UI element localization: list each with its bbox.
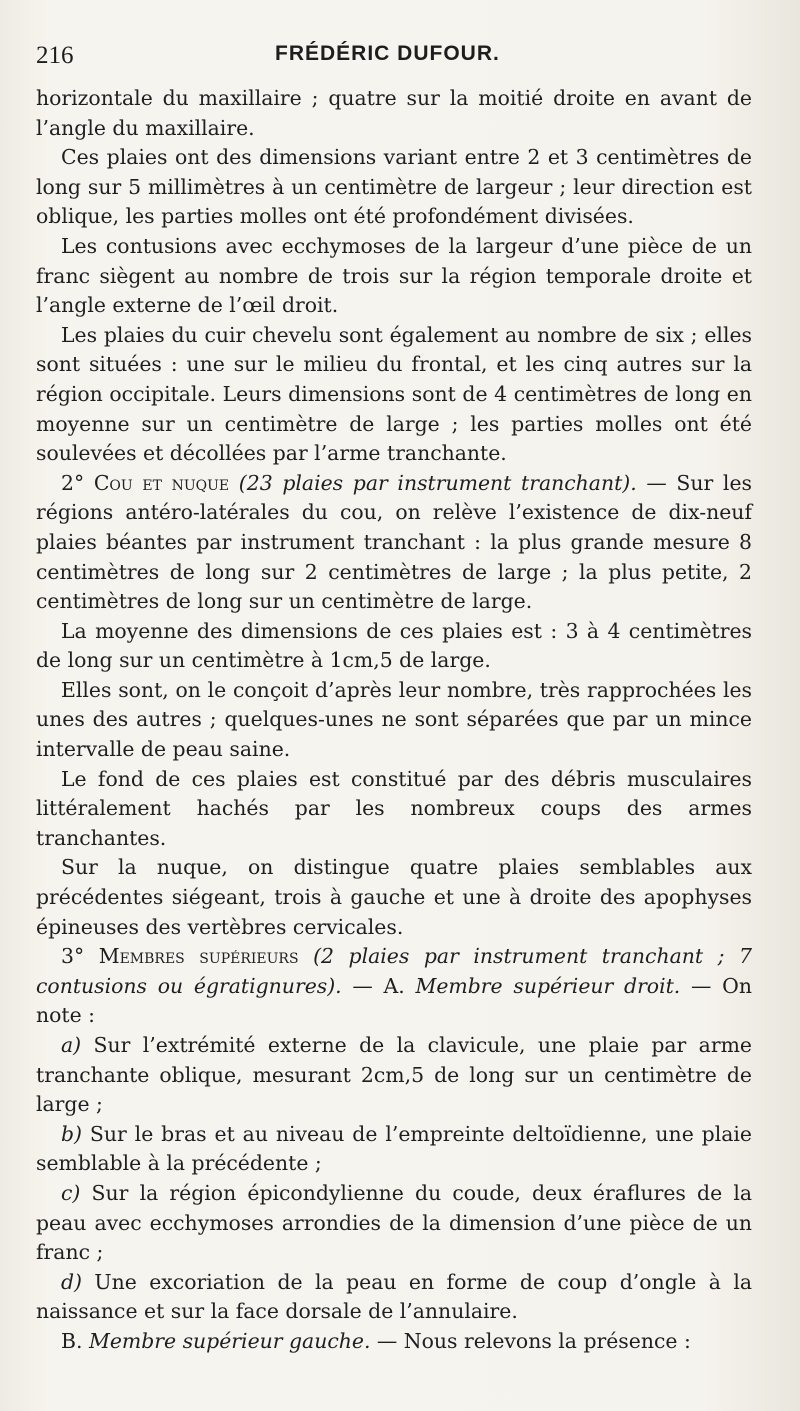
list-item-b [36,1120,752,1179]
paragraph-3 [36,232,752,321]
list-item-d [36,1268,752,1327]
subsection-membre-gauche [36,1327,752,1357]
paragraph-text: Les plaies du cuir chevelu sont également au nombre de six ; elles sont situées : une sur le milieu du frontal, et les cinq autres sur la région occipitale. Leurs dimensions sont de 4 centimètres de long en moyenne sur un centimètre de large ; les parties molles ont été soulevées et décollées par l’arme tranchante. [36,322,752,466]
list-item-a [36,1031,752,1120]
section-heading: Membres supérieurs [98,944,299,969]
body-text [36,84,752,1357]
paragraph-text: Sur la région épicondylienne du coude, deux éraflures de la peau avec ecchymoses arrondies de la dimension d’une pièce de un franc ; [36,1180,752,1265]
subsection-heading: Membre supérieur gauche. [88,1328,371,1353]
paragraph-text: Elles sont, on le conçoit d’après leur nombre, très rapprochées les unes des autres ; quelques-unes ne sont séparées que par un mince intervalle de peau saine. [36,677,752,762]
paragraph-text: Ces plaies ont des dimensions variant entre 2 et 3 centimètres de long sur 5 millimètres à un centimètre de largeur ; leur direction est oblique, les parties molles ont été profondément divisées. [36,145,752,229]
paragraph-text: Sur le bras et au niveau de l’empreinte deltoïdienne, une plaie semblable à la précédente ; [36,1121,752,1176]
section-heading: Cou et nuque [93,470,230,495]
paragraph-8 [36,765,752,854]
running-head [30,40,770,80]
paragraph-text: horizontale du maxillaire ; quatre sur la moitié droite en avant de l’angle du maxillaire. [36,86,752,140]
section-summary: (23 plaies par instrument tranchant). [229,470,637,495]
paragraph-text: Les contusions avec ecchymoses de la largeur d’une pièce de un franc siègent au nombre de trois sur la région temporale droite et l’angle externe de l’œil droit. [36,233,752,318]
list-marker: b) [61,1121,83,1146]
paragraph-text: Sur la nuque, on distingue quatre plaies semblables aux précédentes siégeant, trois à gauche et une à droite des apophyses épineuses des vertèbres cervicales. [36,855,752,939]
paragraph-4 [36,321,752,469]
paragraph-text: — On note : [36,973,752,1028]
paragraph-text: Une excoriation de la peau en forme de coup d’ongle à la naissance et sur la face dorsale de l’annulaire. [36,1269,752,1324]
paragraph-text: — Sur les régions antéro-latérales du cou, on relève l’existence de dix-neuf plaies béantes par instrument tranchant : la plus grande mesure 8 centimètres de long sur 2 centimètres de large ; la plus petite, 2 centimètres de long sur un centimètre de large. [36,470,752,614]
section-membres-superieurs [36,942,752,1031]
paragraph-2 [36,143,752,232]
list-marker: a) [61,1033,82,1057]
section-summary: (2 plaies par instrument tranchant ; 7 contusions ou égratignures). [36,944,752,998]
paragraph-9 [36,853,752,942]
paragraph-6 [36,617,752,676]
section-cou-et-nuque [36,469,752,617]
paragraph-text: La moyenne des dimensions de ces plaies est : 3 à 4 centimètres de long sur un centimètre à 1cm,5 de large. [36,618,752,673]
section-number: 3° [61,944,99,969]
paragraph-7 [36,676,752,765]
page-number: 216 [36,42,74,69]
subsection-heading: Membre supérieur droit. [415,973,681,998]
paragraph-text: — A. [341,973,416,998]
paragraph-text: — Nous relevons la présence : [370,1328,691,1353]
section-number: 2° [61,470,94,495]
paragraph-text: Sur l’extrémité externe de la clavicule, une plaie par arme tranchante oblique, mesurant 2cm,5 de long sur un centimètre de large ; [36,1033,752,1117]
subsection-number: B. [61,1328,89,1353]
paragraph-1 [36,84,752,143]
paragraph-text: Le fond de ces plaies est constitué par des débris musculaires littéralement hachés par les nombreux coups des armes tranchantes. [36,766,752,850]
list-marker: d) [61,1269,83,1294]
list-item-c [36,1179,752,1268]
list-marker: c) [61,1180,81,1205]
running-title: FRÉDÉRIC DUFOUR. [275,42,500,65]
